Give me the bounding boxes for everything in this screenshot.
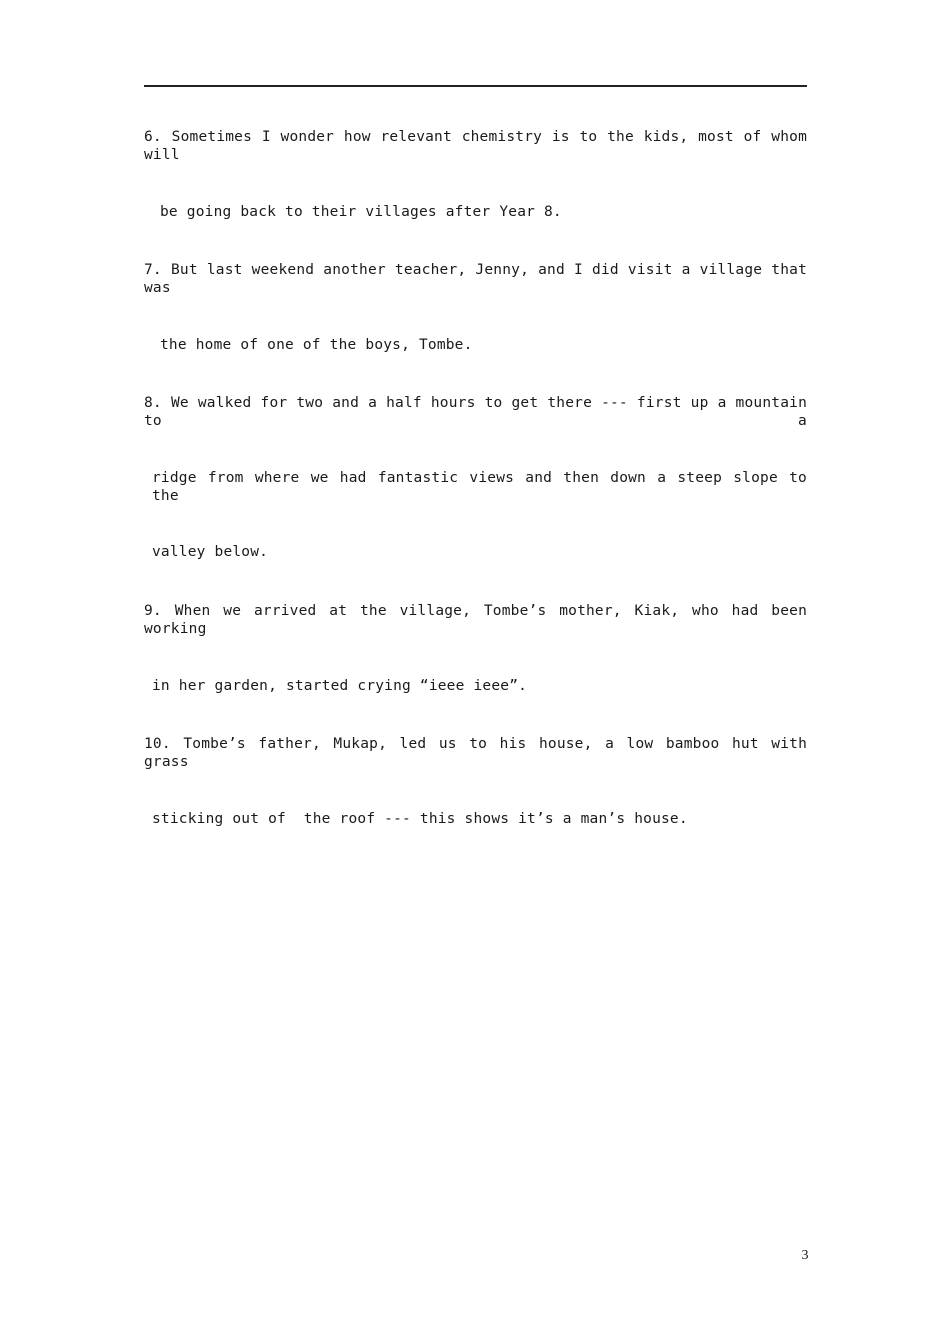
item-9-line-2: in her garden, started crying “ieee ieee”. xyxy=(152,678,528,694)
item-10-number: 10. xyxy=(144,736,171,752)
item-9-line-1 xyxy=(144,602,807,638)
item-9-text-1: When we arrived at the village, Tombe’s mother, Kiak, who had been working xyxy=(144,603,807,637)
item-6-line-1 xyxy=(144,128,807,164)
item-6-text-1: Sometimes I wonder how relevant chemistry is to the kids, most of whom will xyxy=(144,129,807,163)
item-6-number: 6. xyxy=(144,129,162,145)
item-8-line-3: valley below. xyxy=(152,544,269,560)
item-7-line-1 xyxy=(144,261,807,297)
item-8-line-1 xyxy=(144,394,807,430)
item-10-line-2: sticking out of the roof --- this shows it’s a man’s house. xyxy=(152,811,688,827)
item-8-text-1: We walked for two and a half hours to get there --- first up a mountain to a xyxy=(144,395,808,429)
item-10-line-1 xyxy=(144,735,807,771)
item-8-line-2: ridge from where we had fantastic views and then down a steep slope to the xyxy=(152,470,807,504)
item-7-line-2: the home of one of the boys, Tombe. xyxy=(160,337,473,353)
item-7-text-1: But last weekend another teacher, Jenny, and I did visit a village that was xyxy=(144,262,808,296)
item-8-number: 8. xyxy=(144,395,162,411)
page-number: 3 xyxy=(801,1248,809,1263)
item-7-number: 7. xyxy=(144,262,162,278)
header-rule xyxy=(144,85,807,87)
item-6-line-2: be going back to their villages after Year 8. xyxy=(160,204,562,220)
item-10-text-1: Tombe’s father, Mukap, led us to his house, a low bamboo hut with grass xyxy=(144,736,808,770)
item-9-number: 9. xyxy=(144,603,162,619)
